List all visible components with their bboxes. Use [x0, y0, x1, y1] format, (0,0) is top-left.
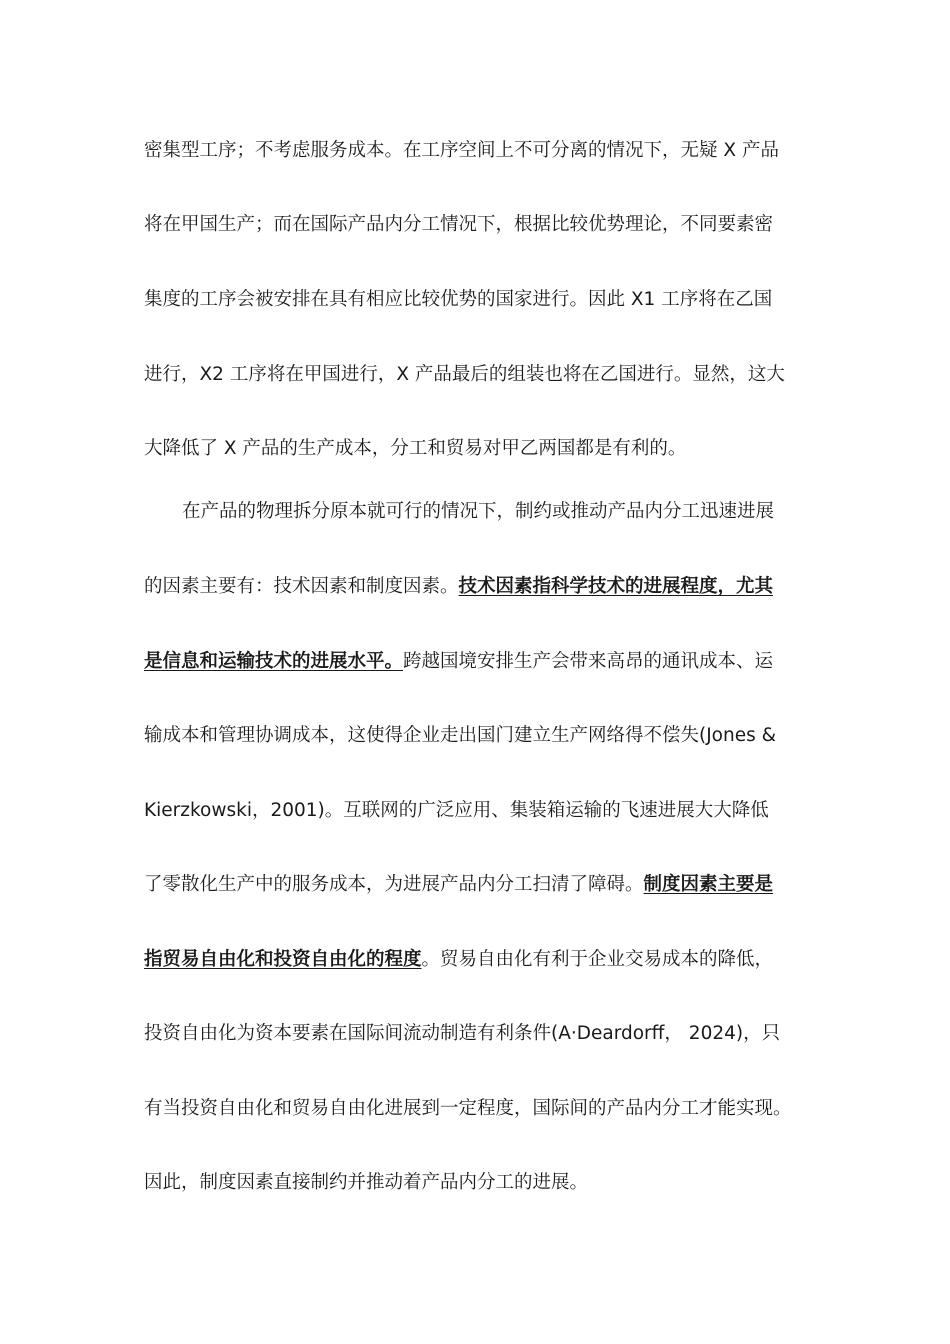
text-line: 投资自由化为资本要素在国际间流动制造有利条件(A·Deardorff， 2024)，只 — [144, 1023, 781, 1044]
text-line: 密集型工序；不考虑服务成本。在工序空间上不可分离的情况下，无疑 X 产品 — [144, 140, 779, 161]
text-line: 因此，制度因素直接制约并推动着产品内分工的进展。 — [144, 1172, 589, 1193]
text-line: 将在甲国生产；而在国际产品内分工情况下，根据比较优势理论，不同要素密 — [144, 214, 774, 235]
text-line: Kierzkowski，2001)。互联网的广泛应用、集装箱运输的飞速进展大大降低 — [144, 800, 769, 821]
text-line: 有当投资自由化和贸易自由化进展到一定程度，国际间的产品内分工才能实现。 — [144, 1098, 792, 1119]
text-line: 进行，X2 工序将在甲国进行，X 产品最后的组装也将在乙国进行。显然，这大 — [144, 364, 785, 385]
text-line — [144, 650, 773, 674]
emphasized-text: 技术因素指科学技术的进展程度，尤其 — [458, 576, 774, 597]
text-line: 大降低了 X 产品的生产成本，分工和贸易对甲乙两国都是有利的。 — [144, 438, 687, 459]
emphasized-text: 是信息和运输技术的进展水平。 — [144, 651, 404, 672]
emphasized-text: 制度因素主要是 — [643, 874, 774, 895]
text-line: 在产品的物理拆分原本就可行的情况下，制约或推动产品内分工迅速进展 — [182, 501, 775, 522]
text-line: 输成本和管理协调成本，这使得企业走出国门建立生产网络得不偿失(Jones & — [144, 725, 777, 746]
text-line: 集度的工序会被安排在具有相应比较优势的国家进行。因此 X1 工序将在乙国 — [144, 289, 773, 310]
text-line — [144, 575, 773, 599]
plain-text: 的因素主要有：技术因素和制度因素。 — [144, 576, 459, 597]
plain-text: 跨越国境安排生产会带来高昂的通讯成本、运 — [403, 651, 774, 672]
text-line — [144, 948, 773, 972]
emphasized-text: 指贸易自由化和投资自由化的程度 — [144, 949, 422, 970]
plain-text: 。贸易自由化有利于企业交易成本的降低， — [421, 949, 774, 970]
plain-text: 了零散化生产中的服务成本，为进展产品内分工扫清了障碍。 — [144, 874, 644, 895]
text-line — [144, 873, 773, 897]
